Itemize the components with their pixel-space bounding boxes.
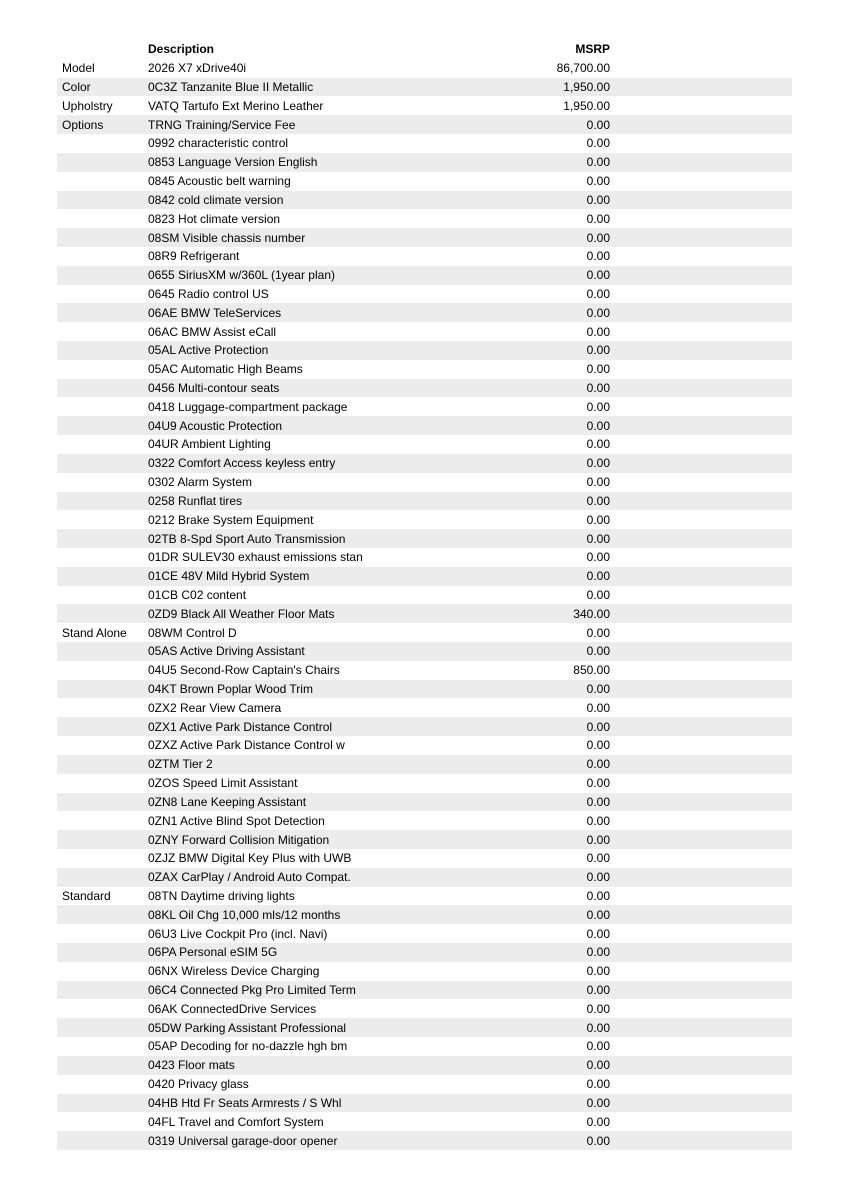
table-row	[57, 115, 792, 134]
filler-cell	[610, 247, 792, 266]
msrp-cell: 0.00	[586, 700, 610, 715]
options-table	[57, 40, 792, 1150]
description-cell: 04HB Htd Fr Seats Armrests / S Whl	[148, 1094, 480, 1113]
description-cell: 0ZX2 Rear View Camera	[148, 700, 282, 715]
table-row	[57, 642, 792, 661]
category-cell	[57, 529, 148, 548]
table-row	[57, 924, 792, 943]
category-cell	[57, 981, 148, 1000]
category-cell	[57, 397, 148, 416]
description-cell: 0302 Alarm System	[148, 475, 253, 490]
filler-cell	[610, 322, 792, 341]
filler-cell	[610, 943, 792, 962]
category-cell	[57, 209, 148, 228]
table-row	[57, 266, 792, 285]
filler-cell	[610, 96, 792, 115]
description-cell: 04FL Travel and Comfort System	[148, 1114, 324, 1129]
filler-cell	[610, 999, 792, 1018]
table-row	[57, 153, 792, 172]
msrp-cell: 0.00	[586, 324, 610, 339]
table-row	[57, 548, 792, 567]
description-cell: 0322 Comfort Access keyless entry	[148, 454, 480, 473]
filler-header	[610, 40, 792, 59]
description-cell: 0ZX1 Active Park Distance Control	[148, 717, 480, 736]
filler-cell	[610, 1018, 792, 1037]
filler-cell	[610, 811, 792, 830]
category-cell	[57, 755, 148, 774]
category-cell: Model	[62, 61, 95, 76]
description-cell: 0ZXZ Active Park Distance Control w	[148, 738, 345, 753]
category-cell	[57, 830, 148, 849]
msrp-cell: 0.00	[586, 926, 610, 941]
table-row	[57, 416, 792, 435]
msrp-cell: 0.00	[586, 813, 610, 828]
msrp-cell: 0.00	[480, 642, 610, 661]
msrp-cell: 0.00	[586, 964, 610, 979]
table-row	[57, 134, 792, 153]
table-row	[57, 755, 792, 774]
category-cell	[57, 153, 148, 172]
filler-cell	[610, 905, 792, 924]
description-cell: 04KT Brown Poplar Wood Trim	[148, 680, 480, 699]
category-cell	[57, 473, 148, 492]
category-cell	[57, 416, 148, 435]
category-cell	[57, 586, 148, 605]
filler-cell	[610, 59, 792, 78]
description-cell: 0418 Luggage-compartment package	[148, 399, 348, 414]
filler-cell	[610, 736, 792, 755]
description-cell: 06AC BMW Assist eCall	[148, 324, 277, 339]
category-cell	[57, 642, 148, 661]
msrp-cell: 0.00	[586, 888, 610, 903]
filler-cell	[610, 604, 792, 623]
msrp-cell: 0.00	[586, 512, 610, 527]
msrp-cell: 0.00	[480, 755, 610, 774]
description-cell: 0ZNY Forward Collision Mitigation	[148, 830, 480, 849]
table-row	[57, 209, 792, 228]
description-header: Description	[148, 40, 480, 59]
msrp-cell: 0.00	[586, 136, 610, 151]
description-cell: 0ZAX CarPlay / Android Auto Compat.	[148, 868, 480, 887]
filler-cell	[610, 1075, 792, 1094]
category-cell	[57, 341, 148, 360]
description-cell: 08SM Visible chassis number	[148, 228, 480, 247]
description-cell: 0ZD9 Black All Weather Floor Mats	[148, 604, 480, 623]
filler-cell	[610, 586, 792, 605]
msrp-cell: 0.00	[586, 475, 610, 490]
filler-cell	[610, 962, 792, 981]
description-cell: 04U5 Second-Row Captain's Chairs	[148, 663, 340, 678]
filler-cell	[610, 1056, 792, 1075]
description-cell: 05AP Decoding for no-dazzle hgh bm	[148, 1039, 348, 1054]
description-cell: 0ZN8 Lane Keeping Assistant	[148, 793, 480, 812]
table-row	[57, 285, 792, 304]
description-cell: 08TN Daytime driving lights	[148, 888, 295, 903]
msrp-cell: 340.00	[480, 604, 610, 623]
table-row	[57, 510, 792, 529]
description-cell: 0992 characteristic control	[148, 136, 289, 151]
description-cell: 0842 cold climate version	[148, 191, 480, 210]
category-cell	[57, 285, 148, 304]
table-row	[57, 96, 792, 115]
category-cell	[57, 1056, 148, 1075]
table-row	[57, 78, 792, 97]
msrp-cell: 0.00	[586, 174, 610, 189]
filler-cell	[610, 1094, 792, 1113]
table-row	[57, 604, 792, 623]
description-cell: 04UR Ambient Lighting	[148, 437, 271, 452]
filler-cell	[610, 567, 792, 586]
table-row	[57, 717, 792, 736]
msrp-cell: 0.00	[480, 717, 610, 736]
category-cell	[57, 1037, 148, 1056]
filler-cell	[610, 510, 792, 529]
filler-cell	[610, 981, 792, 1000]
msrp-cell: 0.00	[586, 1114, 610, 1129]
msrp-cell: 0.00	[480, 191, 610, 210]
msrp-cell: 0.00	[480, 1056, 610, 1075]
category-header	[57, 40, 148, 59]
table-row	[57, 905, 792, 924]
filler-cell	[610, 492, 792, 511]
table-row	[57, 1037, 792, 1056]
filler-cell	[610, 78, 792, 97]
filler-cell	[610, 397, 792, 416]
description-cell: 05AL Active Protection	[148, 341, 480, 360]
filler-cell	[610, 209, 792, 228]
table-body	[57, 59, 792, 1150]
filler-cell	[610, 642, 792, 661]
msrp-cell: 0.00	[586, 851, 610, 866]
msrp-cell: 0.00	[480, 981, 610, 1000]
description-cell: 06PA Personal eSIM 5G	[148, 943, 480, 962]
category-cell	[57, 1094, 148, 1113]
msrp-cell: 0.00	[480, 1094, 610, 1113]
msrp-cell: 0.00	[480, 868, 610, 887]
filler-cell	[610, 887, 792, 906]
description-cell: 08KL Oil Chg 10,000 mls/12 months	[148, 905, 480, 924]
table-row	[57, 1112, 792, 1131]
category-cell	[57, 134, 148, 153]
msrp-cell: 0.00	[480, 567, 610, 586]
table-row	[57, 59, 792, 78]
category-cell	[57, 774, 148, 793]
description-cell: 0853 Language Version English	[148, 153, 480, 172]
table-row	[57, 1018, 792, 1037]
filler-cell	[610, 548, 792, 567]
table-row	[57, 887, 792, 906]
category-cell	[57, 680, 148, 699]
msrp-cell: 0.00	[480, 454, 610, 473]
msrp-cell: 0.00	[586, 1001, 610, 1016]
description-cell: 0ZOS Speed Limit Assistant	[148, 776, 298, 791]
category-cell	[57, 510, 148, 529]
description-cell: VATQ Tartufo Ext Merino Leather	[148, 98, 324, 113]
table-row	[57, 529, 792, 548]
description-cell: 08WM Control D	[148, 625, 237, 640]
filler-cell	[610, 1112, 792, 1131]
msrp-cell: 0.00	[586, 550, 610, 565]
category-cell	[57, 360, 148, 379]
category-cell	[57, 1131, 148, 1150]
table-row	[57, 849, 792, 868]
category-cell	[57, 661, 148, 680]
msrp-cell: 0.00	[480, 341, 610, 360]
description-cell: 06U3 Live Cockpit Pro (incl. Navi)	[148, 926, 328, 941]
category-cell	[57, 999, 148, 1018]
msrp-cell: 0.00	[480, 529, 610, 548]
msrp-cell: 0.00	[480, 1131, 610, 1150]
filler-cell	[610, 529, 792, 548]
category-cell	[57, 247, 148, 266]
msrp-cell: 0.00	[586, 625, 610, 640]
filler-cell	[610, 115, 792, 134]
table-row	[57, 567, 792, 586]
msrp-cell: 0.00	[480, 680, 610, 699]
table-row	[57, 1056, 792, 1075]
filler-cell	[610, 717, 792, 736]
category-cell: Upholstry	[62, 98, 113, 113]
table-row	[57, 322, 792, 341]
filler-cell	[610, 435, 792, 454]
msrp-cell: 0.00	[586, 286, 610, 301]
msrp-cell: 0.00	[586, 437, 610, 452]
table-row	[57, 736, 792, 755]
table-row	[57, 811, 792, 830]
filler-cell	[610, 473, 792, 492]
description-cell: 0258 Runflat tires	[148, 492, 480, 511]
msrp-cell: 1,950.00	[480, 78, 610, 97]
msrp-cell: 0.00	[480, 303, 610, 322]
msrp-cell: 0.00	[586, 587, 610, 602]
description-cell: 0845 Acoustic belt warning	[148, 174, 291, 189]
filler-cell	[610, 924, 792, 943]
table-row	[57, 435, 792, 454]
table-row	[57, 473, 792, 492]
category-cell	[57, 811, 148, 830]
msrp-cell: 0.00	[480, 830, 610, 849]
table-row	[57, 623, 792, 642]
description-cell: 01DR SULEV30 exhaust emissions stan	[148, 550, 363, 565]
category-cell	[57, 924, 148, 943]
filler-cell	[610, 416, 792, 435]
category-cell	[57, 849, 148, 868]
table-row	[57, 492, 792, 511]
category-cell	[57, 379, 148, 398]
table-row	[57, 341, 792, 360]
filler-cell	[610, 266, 792, 285]
msrp-cell: 0.00	[586, 1077, 610, 1092]
msrp-cell: 0.00	[480, 416, 610, 435]
filler-cell	[610, 303, 792, 322]
description-cell: 0423 Floor mats	[148, 1056, 480, 1075]
filler-cell	[610, 454, 792, 473]
category-cell	[57, 492, 148, 511]
filler-cell	[610, 623, 792, 642]
category-cell	[57, 736, 148, 755]
description-cell: 04U9 Acoustic Protection	[148, 416, 480, 435]
msrp-cell: 0.00	[480, 115, 610, 134]
filler-cell	[610, 698, 792, 717]
table-row	[57, 680, 792, 699]
table-row	[57, 454, 792, 473]
table-row	[57, 228, 792, 247]
filler-cell	[610, 661, 792, 680]
msrp-cell: 0.00	[480, 943, 610, 962]
filler-cell	[610, 153, 792, 172]
table-row	[57, 661, 792, 680]
msrp-cell: 0.00	[586, 399, 610, 414]
msrp-cell: 0.00	[586, 362, 610, 377]
category-cell: Options	[57, 115, 148, 134]
filler-cell	[610, 360, 792, 379]
category-cell	[57, 604, 148, 623]
description-cell: 0645 Radio control US	[148, 286, 269, 301]
description-cell: 02TB 8-Spd Sport Auto Transmission	[148, 529, 480, 548]
category-cell	[57, 698, 148, 717]
msrp-cell: 0.00	[480, 266, 610, 285]
table-row	[57, 774, 792, 793]
table-row	[57, 360, 792, 379]
description-cell: 0319 Universal garage-door opener	[148, 1131, 480, 1150]
description-cell: 0212 Brake System Equipment	[148, 512, 314, 527]
category-cell	[57, 266, 148, 285]
category-cell	[57, 793, 148, 812]
category-cell	[57, 1075, 148, 1094]
category-cell	[57, 191, 148, 210]
description-cell: 06AK ConnectedDrive Services	[148, 1001, 317, 1016]
filler-cell	[610, 172, 792, 191]
category-cell	[57, 868, 148, 887]
filler-cell	[610, 1131, 792, 1150]
description-cell: 01CE 48V Mild Hybrid System	[148, 567, 480, 586]
description-cell: 01CB C02 content	[148, 587, 247, 602]
description-cell: 0ZN1 Active Blind Spot Detection	[148, 813, 325, 828]
category-cell	[57, 548, 148, 567]
filler-cell	[610, 341, 792, 360]
description-cell: 05DW Parking Assistant Professional	[148, 1018, 480, 1037]
msrp-cell: 0.00	[480, 153, 610, 172]
filler-cell	[610, 680, 792, 699]
description-cell: 0ZJZ BMW Digital Key Plus with UWB	[148, 851, 352, 866]
category-cell	[57, 172, 148, 191]
msrp-header: MSRP	[480, 40, 610, 59]
msrp-cell: 0.00	[480, 793, 610, 812]
category-cell	[57, 962, 148, 981]
filler-cell	[610, 228, 792, 247]
msrp-cell: 0.00	[480, 1018, 610, 1037]
category-cell	[57, 322, 148, 341]
description-cell: 0655 SiriusXM w/360L (1year plan)	[148, 266, 480, 285]
category-cell: Stand Alone	[62, 625, 127, 640]
msrp-cell: 0.00	[480, 492, 610, 511]
category-cell: Color	[57, 78, 148, 97]
table-row	[57, 830, 792, 849]
filler-cell	[610, 830, 792, 849]
table-row	[57, 981, 792, 1000]
description-cell: 05AC Automatic High Beams	[148, 362, 303, 377]
filler-cell	[610, 849, 792, 868]
table-row	[57, 868, 792, 887]
category-cell	[57, 454, 148, 473]
description-cell: 0ZTM Tier 2	[148, 755, 480, 774]
description-cell: 0420 Privacy glass	[148, 1077, 249, 1092]
description-cell: TRNG Training/Service Fee	[148, 115, 480, 134]
category-cell	[57, 228, 148, 247]
description-cell: 06C4 Connected Pkg Pro Limited Term	[148, 981, 480, 1000]
msrp-cell: 0.00	[586, 211, 610, 226]
header-row	[57, 40, 792, 59]
description-cell: 0456 Multi-contour seats	[148, 379, 480, 398]
description-cell: 06NX Wireless Device Charging	[148, 964, 320, 979]
table-row	[57, 379, 792, 398]
table-row	[57, 962, 792, 981]
msrp-cell: 0.00	[586, 1039, 610, 1054]
filler-cell	[610, 755, 792, 774]
filler-cell	[610, 774, 792, 793]
table-row	[57, 943, 792, 962]
table-row	[57, 586, 792, 605]
msrp-cell: 0.00	[480, 228, 610, 247]
msrp-cell: 1,950.00	[563, 98, 610, 113]
table-row	[57, 172, 792, 191]
category-cell	[57, 905, 148, 924]
table-row	[57, 698, 792, 717]
description-cell: 05AS Active Driving Assistant	[148, 642, 480, 661]
category-cell	[57, 717, 148, 736]
table-row	[57, 1131, 792, 1150]
msrp-cell: 86,700.00	[556, 61, 610, 76]
category-cell	[57, 1018, 148, 1037]
table-row	[57, 397, 792, 416]
description-cell: 2026 X7 xDrive40i	[148, 61, 247, 76]
description-cell: 0C3Z Tanzanite Blue II Metallic	[148, 78, 480, 97]
filler-cell	[610, 1037, 792, 1056]
description-cell: 08R9 Refrigerant	[148, 249, 240, 264]
msrp-cell: 0.00	[480, 905, 610, 924]
filler-cell	[610, 379, 792, 398]
category-cell: Standard	[62, 888, 111, 903]
table-row	[57, 303, 792, 322]
category-cell	[57, 303, 148, 322]
msrp-cell: 0.00	[480, 379, 610, 398]
msrp-cell: 0.00	[586, 776, 610, 791]
description-cell: 06AE BMW TeleServices	[148, 303, 480, 322]
msrp-cell: 850.00	[573, 663, 610, 678]
description-cell: 0823 Hot climate version	[148, 211, 281, 226]
msrp-cell: 0.00	[586, 738, 610, 753]
filler-cell	[610, 793, 792, 812]
category-cell	[57, 1112, 148, 1131]
table-row	[57, 1094, 792, 1113]
category-cell	[57, 567, 148, 586]
filler-cell	[610, 191, 792, 210]
filler-cell	[610, 868, 792, 887]
table-row	[57, 1075, 792, 1094]
table-row	[57, 793, 792, 812]
table-row	[57, 999, 792, 1018]
category-cell	[57, 943, 148, 962]
table-row	[57, 191, 792, 210]
msrp-cell: 0.00	[586, 249, 610, 264]
table-row	[57, 247, 792, 266]
filler-cell	[610, 285, 792, 304]
category-cell	[57, 435, 148, 454]
filler-cell	[610, 134, 792, 153]
